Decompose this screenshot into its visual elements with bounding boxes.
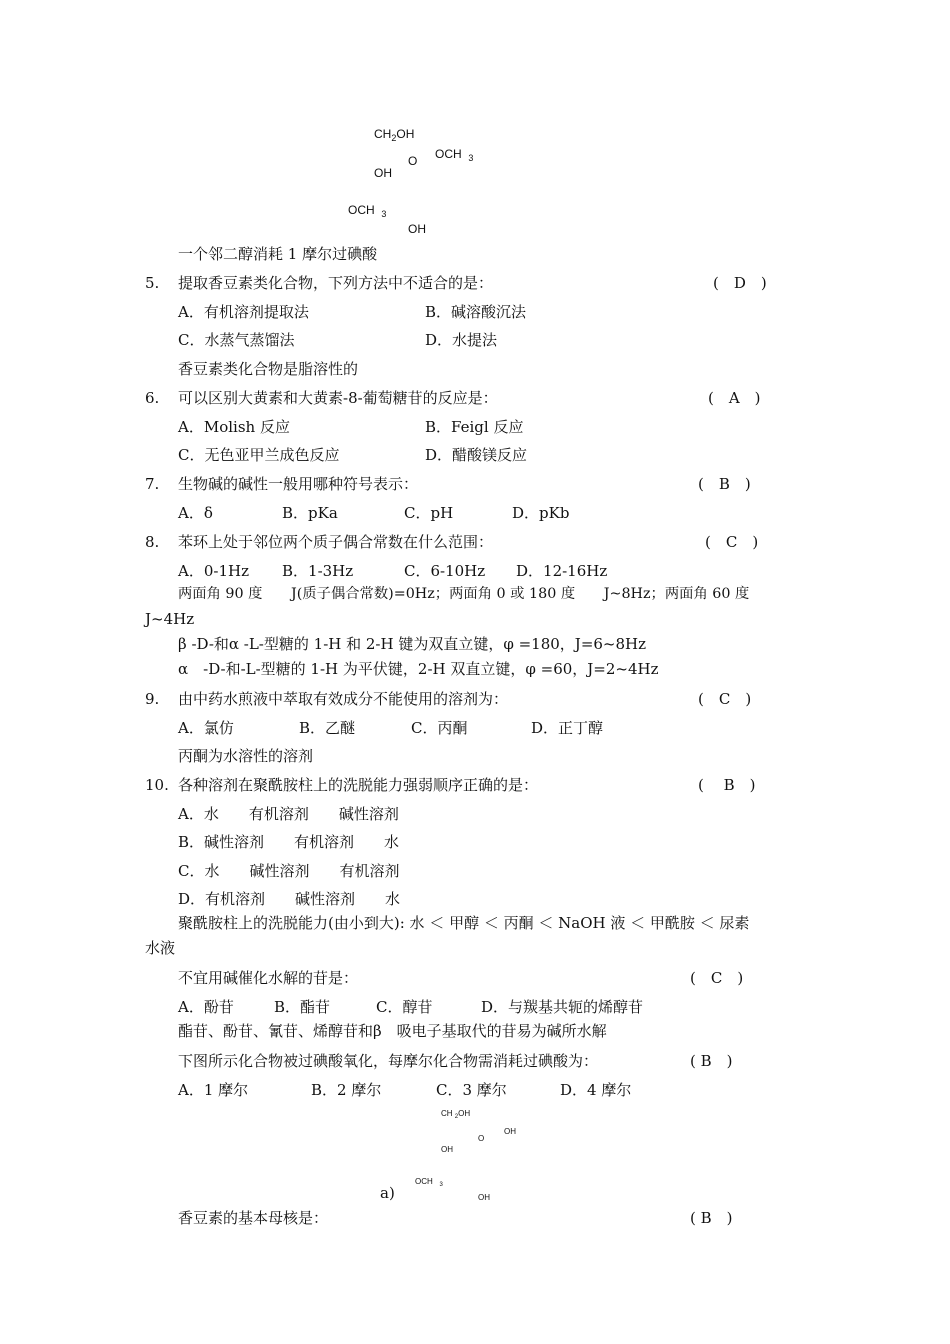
struct1-oh-bottom: OH bbox=[408, 222, 426, 236]
q11-note: 酯苷、酚苷、氰苷、烯醇苷和β 吸电子基取代的苷易为碱所水解 bbox=[178, 1022, 607, 1040]
q6-answer: ( A ) bbox=[708, 389, 761, 407]
q5-option-a: A．有机溶剂提取法 bbox=[178, 303, 309, 321]
q13-stem: 香豆素的基本母核是： bbox=[178, 1209, 329, 1227]
q9-option-b: B．乙醚 bbox=[299, 719, 356, 737]
struct2-och3: OCH $_3$ bbox=[415, 1177, 443, 1188]
q13-answer: ( B ) bbox=[690, 1209, 733, 1227]
q7-answer: ( B ) bbox=[698, 475, 751, 493]
q12-answer: ( B ) bbox=[690, 1052, 733, 1070]
q11-option-a: A．酚苷 bbox=[178, 998, 234, 1016]
struct1-och3-bottom: OCH $_3$ bbox=[348, 203, 387, 219]
q11-option-b: B．酯苷 bbox=[274, 998, 331, 1016]
q5-option-b: B．碱溶酸沉法 bbox=[425, 303, 527, 321]
struct2-oh-bottom: OH bbox=[478, 1193, 490, 1202]
q10-option-c: C．水 碱性溶剂 有机溶剂 bbox=[178, 862, 400, 880]
q9-number: 9. bbox=[145, 690, 160, 708]
q8-option-b: B．1-3Hz bbox=[282, 562, 354, 580]
q8-option-d: D．12-16Hz bbox=[516, 562, 608, 580]
q10-number: 10. bbox=[145, 776, 169, 794]
q10-note-line2: 水液 bbox=[145, 939, 176, 957]
q8-answer: ( C ) bbox=[705, 533, 759, 551]
q9-answer: ( C ) bbox=[698, 690, 752, 708]
q8-note-line1: 两面角 90 度 J(质子偶合常数)=0Hz；两面角 0 或 180 度 J~8Hz；两面角 60 度 bbox=[178, 586, 750, 602]
q10-answer: ( B ) bbox=[698, 776, 756, 794]
q5-stem: 提取香豆素类化合物，下列方法中不适合的是： bbox=[178, 274, 494, 292]
q6-stem: 可以区别大黄素和大黄素-8-葡萄糖苷的反应是： bbox=[178, 389, 498, 407]
q6-option-a: A．Molish 反应 bbox=[178, 418, 290, 436]
q12-option-d: D．4 摩尔 bbox=[560, 1081, 632, 1099]
q9-note: 丙酮为水溶性的溶剂 bbox=[178, 747, 314, 765]
q12-option-c: C．3 摩尔 bbox=[436, 1081, 507, 1099]
struct2-label: a) bbox=[380, 1184, 395, 1202]
q5-answer: ( D ) bbox=[713, 274, 767, 292]
q5-option-d: D．水提法 bbox=[425, 331, 498, 349]
q11-option-c: C．醇苷 bbox=[376, 998, 433, 1016]
q4-note: 一个邻二醇消耗 1 摩尔过碘酸 bbox=[178, 245, 378, 263]
q11-option-d: D．与羰基共轭的烯醇苷 bbox=[481, 998, 644, 1016]
q8-stem: 苯环上处于邻位两个质子偶合常数在什么范围： bbox=[178, 533, 494, 551]
q6-option-c: C．无色亚甲兰成色反应 bbox=[178, 446, 340, 464]
q8-option-a: A．0-1Hz bbox=[178, 562, 249, 580]
q12-option-b: B．2 摩尔 bbox=[311, 1081, 382, 1099]
q10-option-b: B．碱性溶剂 有机溶剂 水 bbox=[178, 833, 400, 851]
q10-stem: 各种溶剂在聚酰胺柱上的洗脱能力强弱顺序正确的是： bbox=[178, 776, 539, 794]
q7-number: 7. bbox=[145, 475, 160, 493]
q7-option-a: A．δ bbox=[178, 504, 213, 522]
q9-stem: 由中药水煎液中萃取有效成分不能使用的溶剂为： bbox=[178, 690, 509, 708]
struct1-och3-top: OCH $_3$ bbox=[435, 147, 474, 163]
q7-stem: 生物碱的碱性一般用哪种符号表示： bbox=[178, 475, 419, 493]
q8-note-line3: β -D-和α -L-型糖的 1-H 和 2-H 键为双直立键，φ =180，J=6~8Hz bbox=[178, 635, 647, 653]
struct1-ring-oxygen: O bbox=[408, 154, 418, 168]
struct2-oh-right: OH bbox=[504, 1127, 516, 1136]
q6-option-b: B．Feigl 反应 bbox=[425, 418, 524, 436]
q5-option-c: C．水蒸气蒸馏法 bbox=[178, 331, 295, 349]
q10-option-d: D．有机溶剂 碱性溶剂 水 bbox=[178, 890, 401, 908]
q8-number: 8. bbox=[145, 533, 160, 551]
q8-note-line2: J~4Hz bbox=[145, 610, 195, 628]
q5-number: 5. bbox=[145, 274, 160, 292]
q7-option-b: B．pKa bbox=[282, 504, 338, 522]
q9-option-d: D．正丁醇 bbox=[531, 719, 604, 737]
q8-option-c: C．6-10Hz bbox=[404, 562, 486, 580]
q9-option-a: A．氯仿 bbox=[178, 719, 234, 737]
q12-option-a: A．1 摩尔 bbox=[178, 1081, 249, 1099]
q10-note-line1: 聚酰胺柱上的洗脱能力(由小到大): 水 ＜ 甲醇 ＜ 丙酮 ＜ NaOH 液 ＜ 甲酰胺 ＜ 尿素 bbox=[178, 914, 750, 932]
q8-note-line4: α -D-和-L-型糖的 1-H 为平伏键，2-H 双直立键，φ =60，J=2~4Hz bbox=[178, 660, 659, 678]
q7-option-c: C．pH bbox=[404, 504, 454, 522]
q10-option-a: A．水 有机溶剂 碱性溶剂 bbox=[178, 805, 399, 823]
struct1-oh-left: OH bbox=[374, 166, 392, 180]
q6-option-d: D．醋酸镁反应 bbox=[425, 446, 528, 464]
q5-note: 香豆素类化合物是脂溶性的 bbox=[178, 360, 359, 378]
struct2-ring-oxygen: O bbox=[478, 1134, 485, 1143]
q11-stem: 不宜用碱催化水解的苷是： bbox=[178, 969, 359, 987]
q12-stem: 下图所示化合物被过碘酸氧化，每摩尔化合物需消耗过碘酸为： bbox=[178, 1052, 599, 1070]
q9-option-c: C．丙酮 bbox=[411, 719, 468, 737]
struct1-ch2oh: $CH_2OH$ bbox=[374, 127, 415, 143]
q6-number: 6. bbox=[145, 389, 160, 407]
struct2-oh-left: OH bbox=[441, 1145, 453, 1154]
q11-answer: ( C ) bbox=[690, 969, 744, 987]
struct2-ch2oh: CH $_2$OH bbox=[441, 1109, 471, 1120]
q7-option-d: D．pKb bbox=[512, 504, 570, 522]
